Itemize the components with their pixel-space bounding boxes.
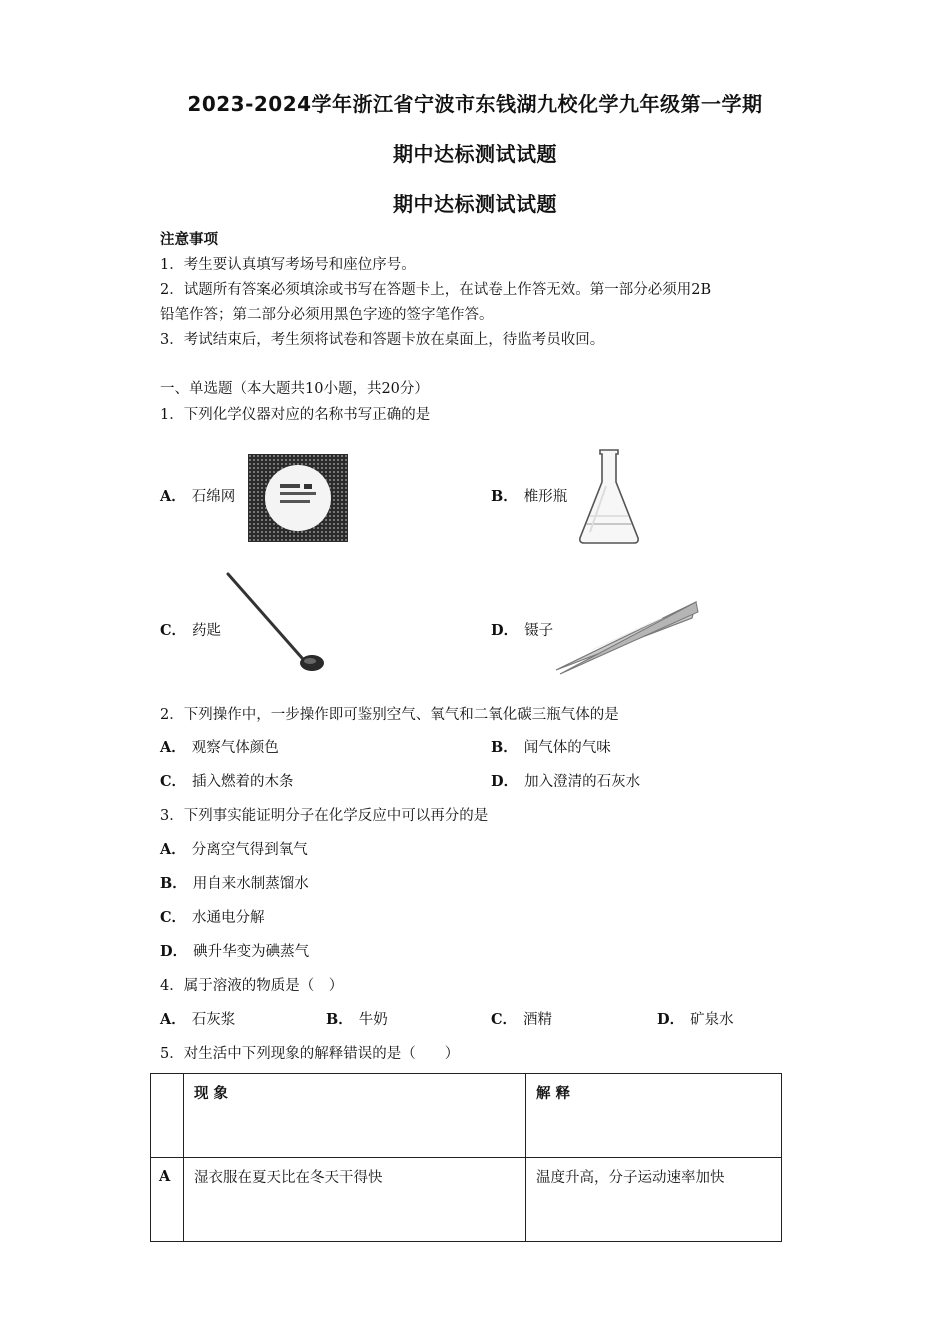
option-text: 插入燃着的木条 bbox=[192, 774, 294, 790]
option-text: 石灰浆 bbox=[191, 1012, 236, 1028]
option-text: 闻气体的气味 bbox=[523, 740, 611, 756]
q3-option-b bbox=[160, 872, 309, 893]
option-text: 加入澄清的石灰水 bbox=[524, 774, 641, 790]
option-letter: C． bbox=[160, 909, 187, 926]
q2-option-a bbox=[160, 736, 279, 757]
option-letter: A． bbox=[160, 841, 186, 858]
table-cell: 温度升高，分子运动速率加快 bbox=[526, 1158, 782, 1242]
option-text: 用自来水制蒸馏水 bbox=[192, 876, 309, 892]
option-letter: C． bbox=[160, 622, 187, 639]
question-2-stem: 2．下列操作中，一步操作即可鉴别空气、氧气和二氧化碳三瓶气体的是 bbox=[160, 707, 619, 723]
q4-option-d bbox=[657, 1008, 734, 1029]
q3-option-d bbox=[160, 940, 309, 961]
question-4-stem: 4．属于溶液的物质是（ ） bbox=[160, 978, 344, 994]
q2-option-c bbox=[160, 770, 294, 791]
wire-gauze-image bbox=[248, 454, 348, 542]
table-row bbox=[151, 1158, 782, 1242]
table-cell: 湿衣服在夏天比在冬天干得快 bbox=[184, 1158, 526, 1242]
option-letter: C． bbox=[160, 773, 187, 790]
option-letter: B． bbox=[491, 488, 518, 505]
q4-option-a bbox=[160, 1008, 235, 1029]
notes-heading: 注意事项 bbox=[160, 231, 218, 248]
option-text: 酒精 bbox=[523, 1012, 553, 1028]
option-text: 矿泉水 bbox=[690, 1012, 734, 1028]
option-letter: B． bbox=[160, 875, 187, 892]
q1-option-d bbox=[491, 619, 553, 640]
option-letter: D． bbox=[491, 773, 519, 790]
table-header-cell: 现 象 bbox=[184, 1074, 526, 1158]
section-heading: 一、单选题（本大题共10小题，共20分） bbox=[160, 381, 429, 397]
option-text: 药匙 bbox=[192, 623, 222, 639]
exam-title-line2: 期中达标测试试题 bbox=[393, 142, 557, 166]
erlenmeyer-flask-image bbox=[576, 446, 642, 546]
table-header-cell bbox=[151, 1074, 184, 1158]
option-letter: A． bbox=[160, 1011, 186, 1028]
q3-option-a bbox=[160, 838, 308, 859]
option-text: 碘升华变为碘蒸气 bbox=[193, 944, 310, 960]
tweezers-image bbox=[552, 598, 700, 676]
option-text: 牛奶 bbox=[358, 1012, 388, 1028]
q2-option-d bbox=[491, 770, 640, 791]
table-header-cell: 解 释 bbox=[526, 1074, 782, 1158]
option-letter: D． bbox=[160, 943, 188, 960]
exam-title-line3: 期中达标测试试题 bbox=[393, 192, 557, 216]
q1-option-c bbox=[160, 619, 221, 640]
option-letter: D． bbox=[491, 622, 519, 639]
q4-option-b bbox=[326, 1008, 388, 1029]
option-text: 观察气体颜色 bbox=[191, 740, 279, 756]
q4-option-c bbox=[491, 1008, 552, 1029]
option-letter: C． bbox=[491, 1011, 518, 1028]
phenomena-table bbox=[150, 1073, 782, 1242]
table-header-row bbox=[151, 1074, 782, 1158]
option-letter: A． bbox=[160, 488, 186, 505]
option-text: 水通电分解 bbox=[192, 910, 265, 926]
q3-option-c bbox=[160, 906, 265, 927]
note-line: 2．试题所有答案必须填涂或书写在答题卡上，在试卷上作答无效。第一部分必须用2B bbox=[160, 282, 712, 298]
q2-option-b bbox=[491, 736, 611, 757]
note-line: 3．考试结束后，考生须将试卷和答题卡放在桌面上，待监考员收回。 bbox=[160, 332, 605, 348]
option-text: 石绵网 bbox=[191, 489, 236, 505]
option-text: 椎形瓶 bbox=[523, 489, 568, 505]
option-letter: B． bbox=[326, 1011, 353, 1028]
option-text: 镊子 bbox=[524, 623, 554, 639]
option-text: 分离空气得到氧气 bbox=[191, 842, 308, 858]
q1-option-b bbox=[491, 485, 567, 506]
q1-option-a bbox=[160, 485, 235, 506]
question-3-stem: 3．下列事实能证明分子在化学反应中可以再分的是 bbox=[160, 808, 489, 824]
exam-title-line1: 2023-2024学年浙江省宁波市东钱湖九校化学九年级第一学期 bbox=[187, 92, 763, 116]
question-1-stem: 1．下列化学仪器对应的名称书写正确的是 bbox=[160, 407, 431, 423]
table-cell: A bbox=[151, 1158, 184, 1242]
option-letter: A． bbox=[160, 739, 186, 756]
note-line: 铅笔作答；第二部分必须用黑色字迹的签字笔作答。 bbox=[160, 307, 494, 323]
option-letter: B． bbox=[491, 739, 518, 756]
deflagrating-spoon-image bbox=[222, 568, 328, 680]
option-letter: D． bbox=[657, 1011, 685, 1028]
question-5-stem: 5．对生活中下列现象的解释错误的是（ ） bbox=[160, 1046, 460, 1062]
note-line: 1．考生要认真填写考场号和座位序号。 bbox=[160, 257, 416, 273]
